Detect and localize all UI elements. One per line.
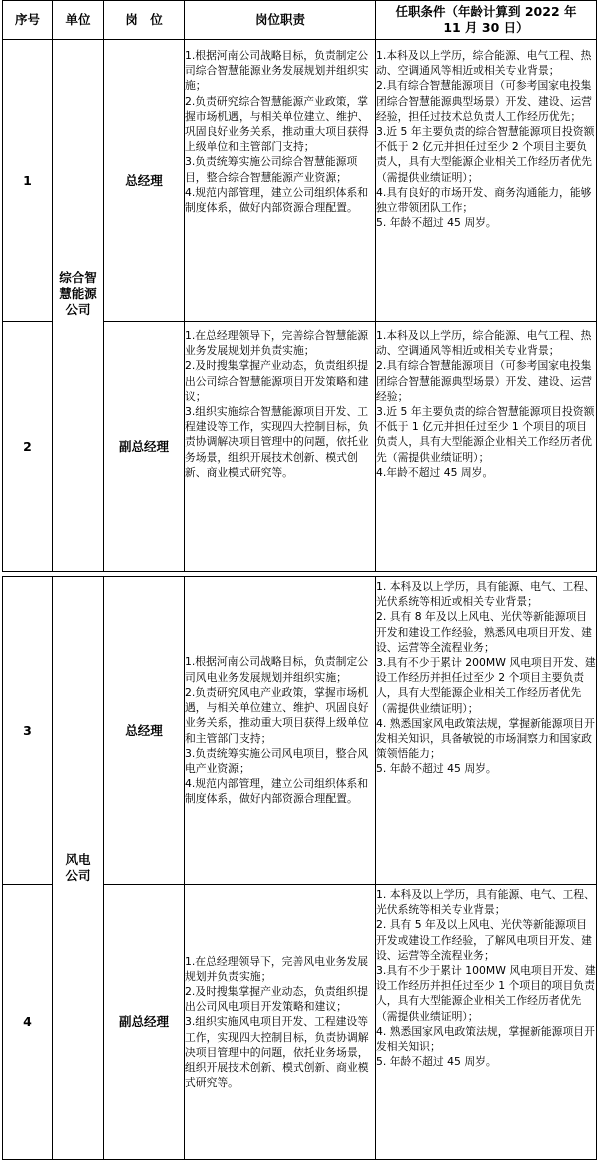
header-position: 岗 位 — [104, 1, 185, 40]
requirements-cell: 1.本科及以上学历，综合能源、电气工程、热动、空调通风等相近或相关专业背景； 2.具有综合智慧能源项目（可参考国家电投集团综合智慧能源典型场景）开发、建设、运营经验； 3.近 5 年主要负责的综合智慧能源项目投资额不低于 1 亿元并担任过至少 1 个项目的项目负责人，具有大型能源企业相关工作经历者优先（需提供业绩证明）； 4.年龄不超过 45 周岁。 — [376, 322, 597, 572]
unit-name-text: 风电公司 — [65, 852, 91, 883]
header-no: 序号 — [3, 1, 53, 40]
positions-table-part1 — [2, 0, 597, 572]
position-name: 副总经理 — [104, 885, 185, 1160]
row-number: 2 — [3, 322, 53, 572]
header-requirements: 任职条件（年龄计算到 2022 年 11 月 30 日） — [376, 1, 597, 40]
duties-cell: 1.在总经理领导下，完善风电业务发展规划并负责实施； 2.及时搜集掌握产业动态，负责组织提出公司风电项目开发策略和建议； 3.组织实施风电项目开发、工程建设等工作，实现四大控制目标，负责协调解决项目管理中的问题，依托业务场景，组织开展技术创新、模式创新、商业模式研究等。 — [185, 885, 376, 1160]
unit-name — [53, 40, 104, 572]
row-number: 3 — [3, 577, 53, 885]
row-number: 1 — [3, 40, 53, 322]
row-number: 4 — [3, 885, 53, 1160]
table-row — [3, 40, 597, 322]
requirements-cell: 1.本科及以上学历，综合能源、电气工程、热动、空调通风等相近或相关专业背景； 2.具有综合智慧能源项目（可参考国家电投集团综合智慧能源典型场景）开发、建设、运营经验，担任过技术总负责人工作经历优先； 3.近 5 年主要负责的综合智慧能源项目投资额不低于 2 亿元并担任过至少 2 个项目主要负责人，具有大型能源企业相关工作经历者优先（需提供业绩证明）； 4.具有良好的市场开发、商务沟通能力，能够独立带领团队工作； 5. 年龄不超过 45 周岁。 — [376, 40, 597, 322]
duties-cell: 1.在总经理领导下，完善综合智慧能源业务发展规划并负责实施； 2.及时搜集掌握产业动态，负责组织提出公司综合智慧能源项目开发策略和建议； 3.组织实施综合智慧能源项目开发、工程建设等工作，实现四大控制目标，负责协调解决项目管理中的问题，依托业务场景，组织开展技术创新、模式创新、商业模式研究等。 — [185, 322, 376, 572]
requirements-cell: 1. 本科及以上学历，具有能源、电气、工程、光伏系统等相近或相关专业背景； 2. 具有 8 年及以上风电、光伏等新能源项目开发和建设工作经验，熟悉风电项目开发、建设、运营等全流程业务； 3.具有不少于累计 200MW 风电项目开发、建设工作经历并担任过至少 2 个项目主要负责人，具有大型能源企业相关工作经历者优先（需提供业绩证明）； 4. 熟悉国家风电政策法规，掌握新能源项目开发相关知识，具备敏锐的市场洞察力和国家政策领悟能力； 5. 年龄不超过 45 周岁。 — [376, 577, 597, 885]
duties-cell: 1.根据河南公司战略目标，负责制定公司综合智慧能源业务发展规划并组织实施； 2.负责研究综合智慧能源产业政策，掌握市场机遇，与相关单位建立、维护、巩固良好业务关系，推动重大项目获得上级单位和主管部门支持； 3.负责统筹实施公司综合智慧能源项目，整合综合智慧能源产业资源； 4.规范内部管理，建立公司组织体系和制度体系，做好内部资源合理配置。 — [185, 40, 376, 322]
requirements-cell: 1. 本科及以上学历，具有能源、电气、工程、光伏系统等相关专业背景； 2. 具有 5 年及以上风电、光伏等新能源项目开发或建设工作经验，了解风电项目开发、建设、运营等全流程业务； 3.具有不少于累计 100MW 风电项目开发、建设工作经历并担任过至少 1 个项目的项目负责人，具有大型能源企业相关工作经历者优先（需提供业绩证明）； 4. 熟悉国家风电政策法规，掌握新能源项目开发相关知识； 5. 年龄不超过 45 周岁。 — [376, 885, 597, 1160]
unit-name — [53, 577, 104, 1160]
header-duties: 岗位职责 — [185, 1, 376, 40]
unit-name-text: 综合智慧能源公司 — [59, 270, 97, 317]
duties-cell: 1.根据河南公司战略目标，负责制定公司风电业务发展规划并组织实施； 2.负责研究风电产业政策，掌握市场机遇，与相关单位建立、维护、巩固良好业务关系，推动重大项目获得上级单位和主管部门支持； 3.负责统筹实施公司风电项目，整合风电产业资源； 4.规范内部管理，建立公司组织体系和制度体系，做好内部资源合理配置。 — [185, 577, 376, 885]
header-unit: 单位 — [53, 1, 104, 40]
position-name: 副总经理 — [104, 322, 185, 572]
positions-table-part2 — [2, 576, 597, 1160]
position-name: 总经理 — [104, 40, 185, 322]
header-row — [3, 1, 597, 40]
position-name: 总经理 — [104, 577, 185, 885]
table-row — [3, 577, 597, 885]
